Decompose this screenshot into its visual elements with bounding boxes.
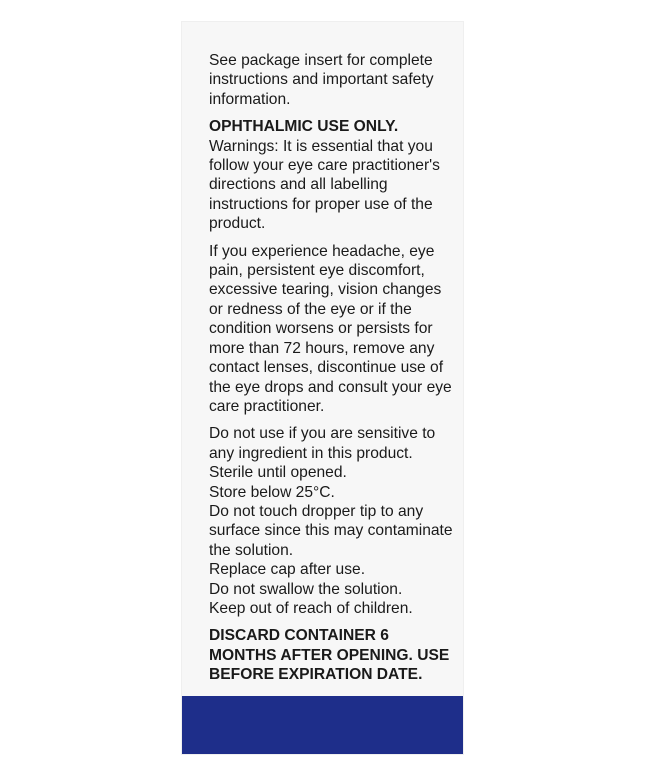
- discard-notice: DISCARD CONTAINER 6 MONTHS AFTER OPENING. USE BEFORE EXPIRATION DATE.: [209, 627, 450, 684]
- symptoms-paragraph: If you experience headache, eye pain, persistent eye discomfort, excessive tearing, vision changes or redness of the eye or if the condition worsens or persists for more than 72 hours, remove any contact lenses, discontinue use of the eye drops and consult your eye care practitioner.: [209, 242, 452, 415]
- instruction-do-not-swallow: Do not swallow the solution.: [209, 580, 403, 598]
- instruction-storage: Store below 25°C.: [209, 483, 335, 501]
- instruction-replace-cap: Replace cap after use.: [209, 561, 366, 579]
- insert-note: See package insert for complete instructions and important safety information.: [209, 52, 434, 108]
- instruction-keep-away: Keep out of reach of children.: [209, 599, 413, 617]
- instruction-sensitive: Do not use if you are sensitive to any ingredient in this product.: [209, 425, 436, 462]
- instruction-sterile: Sterile until opened.: [209, 464, 347, 482]
- package-side-panel: [182, 22, 463, 754]
- ophthalmic-use-heading: OPHTHALMIC USE ONLY.: [209, 118, 399, 136]
- label-text-block: [209, 51, 459, 685]
- warnings-paragraph: Warnings: It is essential that you follow your eye care practitioner's directions and all labelling instructions for proper use of the product.: [209, 137, 440, 233]
- blue-color-band: [182, 696, 463, 754]
- instruction-dropper: Do not touch dropper tip to any surface since this may contaminate the solution.: [209, 502, 453, 559]
